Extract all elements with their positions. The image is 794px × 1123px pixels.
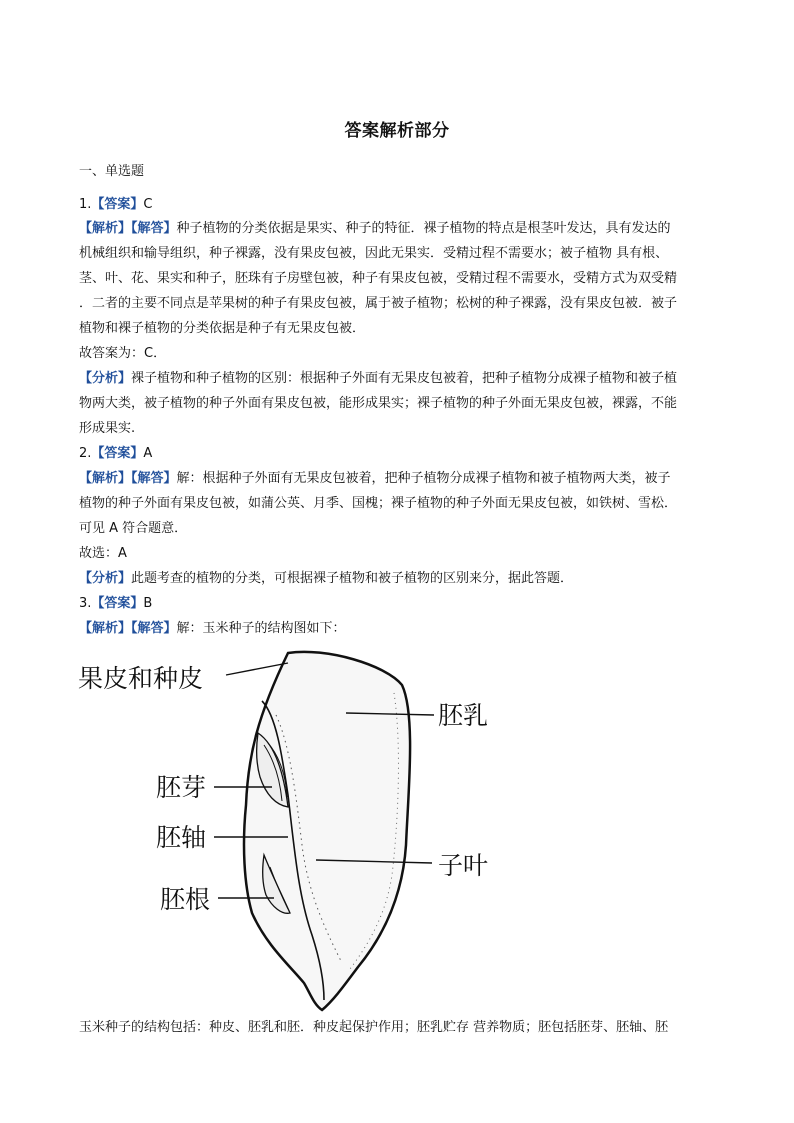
page-title: 答案解析部分 [344,121,450,141]
section-heading: 一、单选题 [79,164,145,179]
q1-analysis-line-1 [79,220,719,238]
q1-conclusion: 故答案为：C． [79,346,167,361]
q2-answer-line [79,445,719,463]
label-endosperm: 胚乳 [438,701,489,730]
q1-analysis-line-2: 机械组织和输导组织，种子裸露，没有果皮包被，因此无果实．受精过程不需要水；被子植物 具有根、 [79,246,669,261]
q1-number: 1. [79,197,92,212]
q3-jiexi-tag: 【解析】 [79,621,132,636]
q1-analysis-line-4: ．二者的主要不同点是苹果树的种子有果皮包被，属于被子植物；松树的种子裸露，没有果皮包被．被子 [79,296,678,311]
label-pericarp: 果皮和种皮 [78,664,204,693]
q1-answer-tag: 【答案】 [91,197,144,212]
q3-intro: 解：玉米种子的结构图如下： [176,621,346,636]
q2-fenxi-tag: 【分析】 [79,571,132,586]
q2-answer-tag: 【答案】 [91,446,144,461]
q1-analysis-line-5: 植物和裸子植物的分类依据是种子有无果皮包被． [79,321,366,336]
label-cotyledon: 子叶 [438,851,489,880]
q1-analysis-text: 种子植物的分类依据是果实、种子的特征．裸子植物的特点是根茎叶发达，具有发达的 [176,221,671,236]
corn-seed-svg [76,645,506,1015]
q3-after-figure-text: 玉米种子的结构包括：种皮、胚乳和胚．种皮起保护作用；胚乳贮存 营养物质；胚包括胚芽、胚轴、胚 [79,1020,669,1035]
q1-fenxi-text: 裸子植物和种子植物的区别：根据种子外面有无果皮包被着，把种子植物分成裸子植物和被子植 [131,371,678,386]
q2-number: 2. [79,446,92,461]
q2-analysis-text: 解：根据种子外面有无果皮包被着，把种子植物分成裸子植物和被子植物两大类，被子 [176,471,671,486]
q2-answer: A [143,446,153,461]
q2-conclusion: 故选：A [79,546,127,561]
q3-answer: B [143,596,153,611]
q3-jieda-tag: 【解答】 [131,621,177,636]
q2-fenxi-line [79,570,719,588]
q3-answer-tag: 【答案】 [91,596,144,611]
seed-outline [244,652,410,1010]
q3-analysis-line [79,620,719,638]
q2-analysis-line-3: 可见 A 符合题意． [79,521,188,536]
q1-answer-line [79,196,719,214]
q3-number: 3. [79,596,92,611]
label-hypocotyl: 胚轴 [156,823,207,852]
label-radicle: 胚根 [160,885,211,914]
q2-fenxi-text: 此题考查的植物的分类，可根据裸子植物和被子植物的区别来分，据此答题． [131,571,574,586]
q2-jiexi-tag: 【解析】 [79,471,132,486]
q3-answer-line [79,595,719,613]
q1-analysis-line-3: 茎、叶、花、果实和种子，胚珠有子房壁包被，种子有果皮包被，受精过程不需要水，受精方式为双受精 [79,271,678,286]
label-plumule: 胚芽 [156,773,207,802]
q1-fenxi-line-2: 物两大类，被子植物的种子外面有果皮包被，能形成果实；裸子植物的种子外面无果皮包被，裸露，不能 [79,396,678,411]
q2-analysis-line-2: 植物的种子外面有果皮包被，如蒲公英、月季、国槐；裸子植物的种子外面无果皮包被，如铁树、雪松． [79,496,678,511]
corn-seed-diagram [76,645,506,1015]
q2-analysis-line-1 [79,470,719,488]
q2-jieda-tag: 【解答】 [131,471,177,486]
q1-fenxi-line-1 [79,370,719,388]
q1-jiexi-tag: 【解析】 [79,221,132,236]
q1-fenxi-line-3: 形成果实. [79,421,136,436]
q1-jieda-tag: 【解答】 [131,221,177,236]
q1-answer: C [143,197,153,212]
q1-fenxi-tag: 【分析】 [79,371,132,386]
